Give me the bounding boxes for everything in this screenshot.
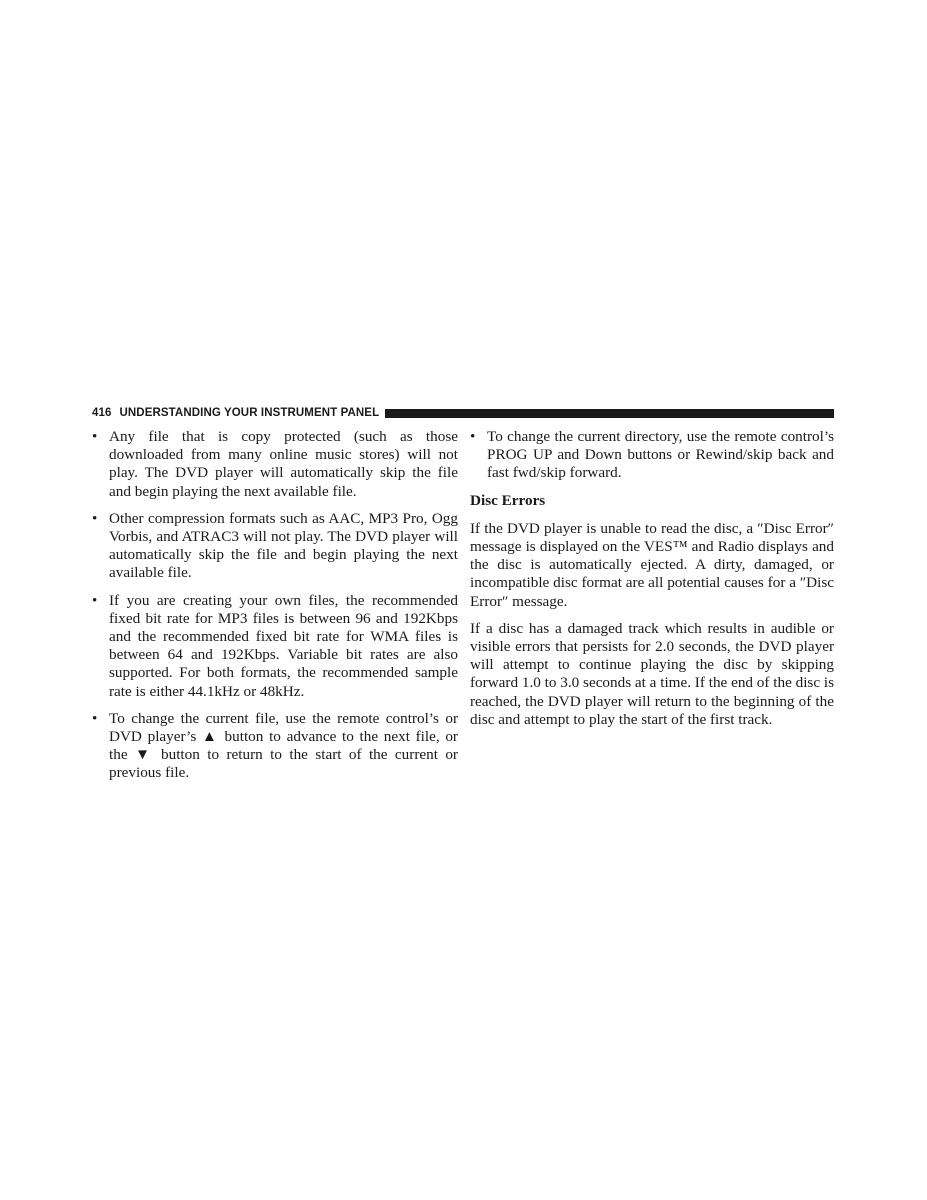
left-column	[92, 428, 458, 792]
paragraph: If a disc has a damaged track which results in audible or visible errors that persists for 2.0 seconds, the DVD player will attempt to continue playing the disc by skipping forward 1.0 to 3.0 seconds at a time. If the end of the disc is reached, the DVD player will return to the beginning of the disc and attempt to play the start of the first track.	[470, 619, 834, 728]
bullet-icon: •	[92, 428, 98, 445]
list-item	[92, 510, 458, 583]
right-column	[470, 428, 834, 738]
list-item	[92, 710, 458, 783]
list-item-text: To change the current directory, use the remote control’s PROG UP and Down buttons or Rewind/skip back and fast fwd/skip forward.	[487, 428, 834, 482]
section-title: UNDERSTANDING YOUR INSTRUMENT PANEL	[119, 407, 380, 419]
bullet-icon: •	[92, 509, 98, 527]
bullet-icon: •	[470, 428, 476, 445]
section-heading: Disc Errors	[470, 491, 546, 509]
list-item	[470, 428, 834, 483]
page-header	[92, 404, 834, 422]
bullet-icon: •	[92, 709, 98, 727]
bullet-icon: •	[92, 591, 98, 609]
list-item	[92, 428, 458, 501]
list-item-text: Any file that is copy protected (such as those downloaded from many online music stores) will not play. The DVD player will automatically skip the file and begin playing the next available file.	[109, 428, 458, 500]
list-item-text: If you are creating your own files, the recommended fixed bit rate for MP3 files is between 96 and 192Kbps and the recommended fixed bit rate for WMA files is between 64 and 192Kbps. Variable bit rates are also supported. For both formats, the recommended sample rate is either 44.1kHz or 48kHz.	[109, 591, 458, 700]
list-item	[92, 592, 458, 701]
list-item-text: To change the current file, use the remote control’s or DVD player’s ▲ button to advance to the next file, or the ▼ button to return to the start of the current or previous file.	[109, 709, 458, 782]
header-rule	[385, 409, 834, 418]
page-number: 416	[92, 407, 112, 419]
paragraph: If the DVD player is unable to read the disc, a ″Disc Error″ message is displayed on the VES™ and Radio displays and the disc is automatically ejected. A dirty, damaged, or incompatible disc format are all potential causes for a ″Disc Error″ message.	[470, 519, 834, 610]
list-item-text: Other compression formats such as AAC, MP3 Pro, Ogg Vorbis, and ATRAC3 will not play. The DVD player will automatically skip the file and begin playing the next available file.	[109, 509, 458, 582]
